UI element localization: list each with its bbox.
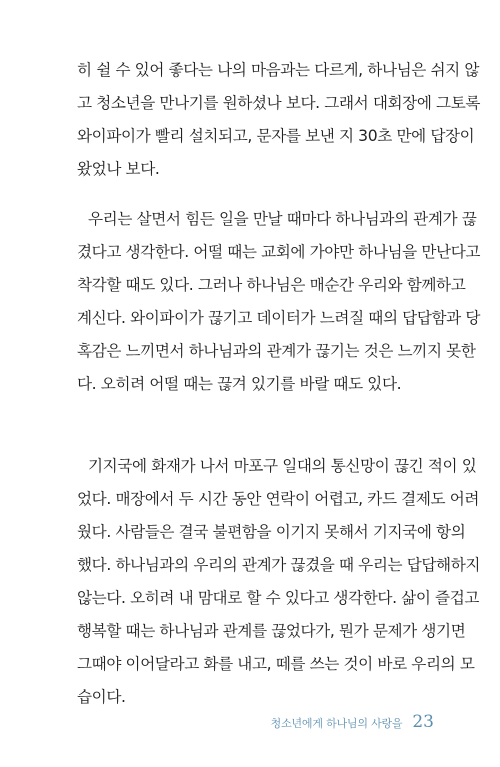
text-line: 행복할 때는 하나님과 관계를 끊었다가, 뭔가 문제가 생기면 xyxy=(77,622,466,640)
text-line: 다. 오히려 어떨 때는 끊겨 있기를 바랄 때도 있다. xyxy=(77,375,402,393)
text-line: 왔었나 보다. xyxy=(77,160,160,178)
text-line: 습이다. xyxy=(77,688,126,706)
paragraph-1 xyxy=(77,54,481,186)
text-line: 고 청소년을 만나기를 원하셨나 보다. 그래서 대회장에 그토록 xyxy=(77,94,481,112)
text-line: 기지국에 화재가 나서 마포구 일대의 통신망이 끊긴 적이 있 xyxy=(88,457,477,475)
running-title: 청소년에게 하나님의 사랑을 xyxy=(270,717,403,730)
paragraph-3 xyxy=(77,450,481,714)
page-number: 23 xyxy=(412,712,434,732)
text-line: 웠다. 사람들은 결국 불편함을 이기지 못해서 기지국에 항의 xyxy=(77,523,466,541)
text-line: 계신다. 와이파이가 끊기고 데이터가 느려질 때의 답답함과 당 xyxy=(77,309,481,327)
text-line: 었다. 매장에서 두 시간 동안 연락이 어렵고, 카드 결제도 어려 xyxy=(77,490,480,508)
text-line: 우리는 살면서 힘든 일을 만날 때마다 하나님과의 관계가 끊 xyxy=(88,210,477,228)
page-footer xyxy=(271,712,434,732)
text-line: 히 쉴 수 있어 좋다는 나의 마음과는 다르게, 하나님은 쉬지 않 xyxy=(77,61,480,79)
text-line: 그때야 이어달라고 화를 내고, 떼를 쓰는 것이 바로 우리의 모 xyxy=(77,655,475,673)
paragraph-2 xyxy=(77,203,481,401)
text-line: 겼다고 생각한다. 어떨 때는 교회에 가야만 하나님을 만난다고 xyxy=(77,243,481,261)
text-line: 착각할 때도 있다. 그러나 하나님은 매순간 우리와 함께하고 xyxy=(77,276,466,294)
text-line: 않는다. 오히려 내 맘대로 할 수 있다고 생각한다. 삶이 즐겁고 xyxy=(77,589,480,607)
text-line: 했다. 하나님과의 우리의 관계가 끊겼을 때 우리는 답답해하지 xyxy=(77,556,481,574)
text-line: 와이파이가 빨리 설치되고, 문자를 보낸 지 30초 만에 답장이 xyxy=(77,127,475,145)
text-line: 혹감은 느끼면서 하나님과의 관계가 끊기는 것은 느끼지 못한 xyxy=(77,342,476,360)
